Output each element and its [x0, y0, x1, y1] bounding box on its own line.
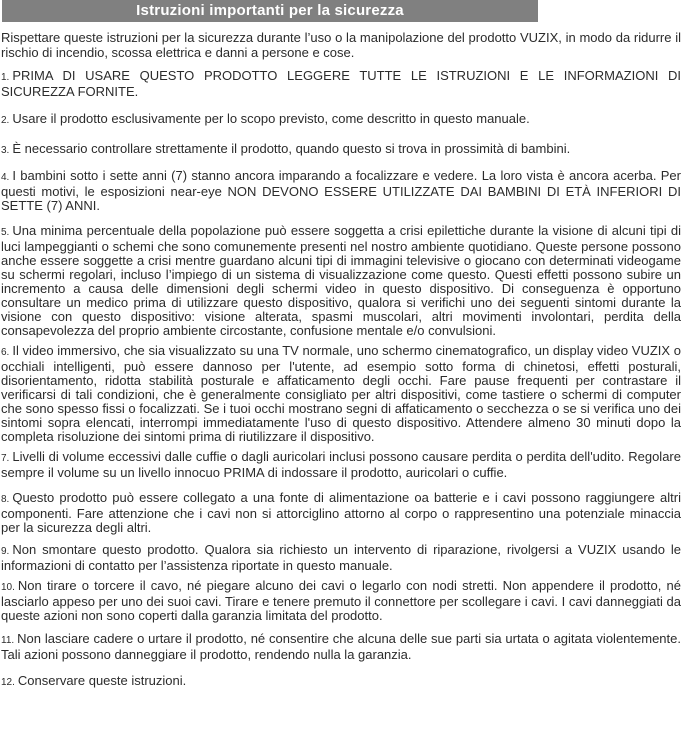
section-title: Istruzioni importanti per la sicurezza — [2, 0, 538, 22]
list-item — [1, 450, 681, 480]
list-item — [1, 224, 681, 338]
list-item — [1, 579, 681, 623]
list-item — [1, 169, 681, 213]
list-item — [1, 632, 681, 662]
list-item — [1, 543, 681, 573]
item-number: 1. — [1, 72, 10, 83]
list-item — [1, 491, 681, 535]
list-item — [1, 674, 681, 690]
item-number: 7. — [1, 453, 10, 464]
item-number: 5. — [1, 227, 10, 238]
item-number: 12. — [1, 677, 15, 688]
item-text: PRIMA DI USARE QUESTO PRODOTTO LEGGERE TUTTE LE ISTRUZIONI E LE INFORMAZIONI DI SICUREZZA FORNITE. — [1, 68, 681, 99]
item-number: 2. — [1, 115, 10, 126]
item-number: 4. — [1, 172, 10, 183]
list-item — [1, 69, 681, 99]
item-text: È necessario controllare strettamente il prodotto, quando questo si trova in prossimità di bambini. — [12, 141, 571, 156]
item-number: 8. — [1, 494, 10, 505]
item-text: I bambini sotto i sette anni (7) stanno ancora imparando a focalizzare e vedere. La loro vista è ancora acerba. Per questi motivi, le esposizioni near-eye NON DEVONO ESSERE UTILIZZATE DAI BAMBINI DI ETÀ INFERIORI DI SETTE (7) ANNI. — [1, 168, 681, 213]
list-item — [1, 344, 681, 444]
intro-paragraph: Rispettare queste istruzioni per la sicurezza durante l’uso o la manipolazione del prodotto VUZIX, in modo da ridurre il rischio di incendio, scossa elettrica e danni a persone e cose. — [1, 30, 681, 60]
item-text: Questo prodotto può essere collegato a una fonte di alimentazione oa batterie e i cavi possono raggiungere altri componenti. Fare attenzione che i cavi non si attorciglino attorno al corpo o rappresentino una potenziale minaccia per la sicurezza degli altri. — [1, 490, 681, 535]
item-text: Una minima percentuale della popolazione può essere soggetta a crisi epilettiche durante la visione di alcuni tipi di luci lampeggianti o schemi che sono comunemente presenti nel nostro ambiente quotidiano. Queste persone possono anche essere soggette a crisi mentre guardano alcuni tipi di immagini televisive o giocano con determinati videogame su schermi regolari, incluso l’impiego di un sistema di visualizzazione come questo. Questi effetti possono subire un incremento a causa delle dimensioni degli schermi video in questo dispositivo. Di conseguenza è opportuno consultare un medico prima di utilizzare questo dispositivo, qualora si verifichi uno dei seguenti sintomi durante la visione con questo dispositivo: visione alterata, spasmi muscolari, altri movimenti involontari, perdita della consapevolezza del proprio ambiente circostante, confusione mentale e/o convulsioni. — [1, 223, 681, 338]
item-text: Non lasciare cadere o urtare il prodotto, né consentire che alcuna delle sue parti sia urtata o agitata violentemente. Tali azioni possono danneggiare il prodotto, rendendo nulla la garanzia. — [1, 631, 681, 662]
item-text: Il video immersivo, che sia visualizzato su una TV normale, uno schermo cinematografico, un display video VUZIX o occhiali intelligenti, può essere dannoso per l'utente, ad esempio sotto forma di chinetosi, effetti posturali, disorientamento, ridotta stabilità posturale e affaticamento degli occhi. Fare pause frequenti per contrastare il verificarsi di tali condizioni, che è generalmente consigliato per altri dispositivi, come tastiere o schermi di computer che sono spesso fissi o focalizzati. Se i tuoi occhi mostrano segni di affaticamento o secchezza o se si verifica uno dei sintomi sopra elencati, interrompi immediatamente l'uso di questo dispositivo. Attendere almeno 30 minuti dopo la completa risoluzione dei sintomi prima di riutilizzare il dispositivo. — [1, 343, 681, 444]
item-number: 11. — [1, 635, 15, 646]
item-text: Non tirare o torcere il cavo, né piegare alcuno dei cavi o legarlo con nodi stretti. Non appendere il prodotto, né lasciarlo appeso per uno dei suoi cavi. Tirare e tenere premuto il connettore per scollegare i cavi. I cavi danneggiati da queste azioni non sono coperti dalla garanzia limitata del prodotto. — [1, 578, 681, 623]
item-text: Livelli di volume eccessivi dalle cuffie o dagli auricolari inclusi possono causare perdita o perdita dell'udito. Regolare sempre il volume su un livello innocuo PRIMA di indossare il prodotto, auricolari o cuffie. — [1, 449, 681, 480]
item-number: 9. — [1, 546, 10, 557]
item-number: 6. — [1, 347, 10, 358]
item-text: Usare il prodotto esclusivamente per lo scopo previsto, come descritto in questo manuale. — [12, 111, 530, 126]
list-item — [1, 112, 681, 128]
item-text: Conservare queste istruzioni. — [17, 673, 187, 688]
list-item — [1, 142, 681, 158]
item-text: Non smontare questo prodotto. Qualora sia richiesto un intervento di riparazione, rivolgersi a VUZIX usando le informazioni di contatto per l’assistenza riportate in questo manuale. — [1, 542, 681, 573]
item-number: 3. — [1, 145, 10, 156]
item-number: 10. — [1, 582, 15, 593]
